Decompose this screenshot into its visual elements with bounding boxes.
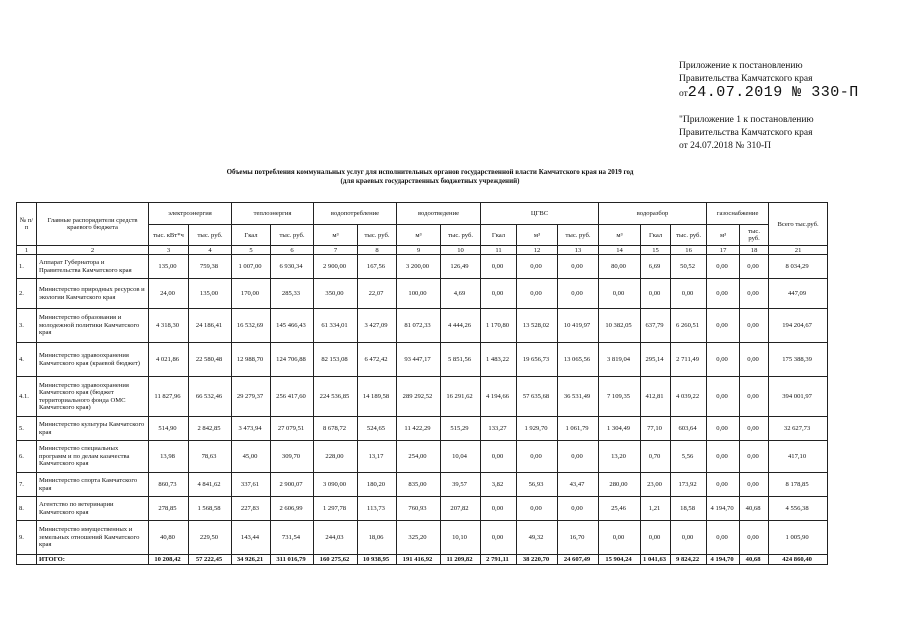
row-value: 16 291,62 [441,377,481,417]
column-number: 6 [271,246,314,255]
row-value: 0,00 [558,255,599,279]
row-value: 29 279,37 [232,377,271,417]
appendix-prev-line-3: от 24.07.2018 № 310-П [679,141,771,151]
row-value: 0,00 [740,309,769,343]
row-value: 1 929,70 [517,417,558,441]
unit-header: м³ [517,225,558,246]
row-value: 2 711,49 [671,343,707,377]
title-line-1: Объемы потребления коммунальных услуг для исполнительных органов государственной власти Камчатского края на 2019 год [226,168,634,176]
row-value: 0,00 [740,473,769,497]
row-value: 207,82 [441,497,481,521]
row-value: 309,70 [271,441,314,473]
row-number: 1. [17,255,37,279]
row-value: 16 532,69 [232,309,271,343]
column-number: 3 [149,246,189,255]
table-row [17,309,828,343]
row-number: 5. [17,417,37,441]
row-agency-name: Министерство здравоохранения Камчатского края (краевой бюджет) [37,343,149,377]
row-value: 1 007,00 [232,255,271,279]
total-value: 24 607,49 [558,555,599,565]
row-value: 100,00 [397,279,441,309]
row-value: 82 153,08 [314,343,358,377]
row-value: 173,92 [671,473,707,497]
row-value: 13 065,56 [558,343,599,377]
row-value: 3 090,00 [314,473,358,497]
row-value: 4 556,38 [769,497,828,521]
table-row [17,417,828,441]
row-value: 227,83 [232,497,271,521]
row-value: 0,00 [641,279,671,309]
row-value: 113,73 [358,497,397,521]
unit-header: Гкал [641,225,671,246]
unit-header: м³ [707,225,740,246]
row-value: 524,65 [358,417,397,441]
row-value: 23,00 [641,473,671,497]
row-value: 5,56 [671,441,707,473]
column-number: 18 [740,246,769,255]
row-value: 0,00 [707,441,740,473]
row-value: 18,58 [671,497,707,521]
date-number-stamp: 24.07.2019 № 330-П [687,84,859,101]
total-value: 57 222,45 [189,555,232,565]
column-number: 9 [397,246,441,255]
row-value: 78,63 [189,441,232,473]
row-value: 45,00 [232,441,271,473]
total-value: 1 041,63 [641,555,671,565]
row-value: 6,69 [641,255,671,279]
row-value: 27 079,51 [271,417,314,441]
row-value: 40,80 [149,521,189,555]
row-value: 4 021,86 [149,343,189,377]
row-value: 0,00 [481,521,517,555]
row-value: 57 635,68 [517,377,558,417]
row-number: 6. [17,441,37,473]
row-value: 4 194,66 [481,377,517,417]
row-value: 0,00 [707,417,740,441]
row-value: 1,21 [641,497,671,521]
row-value: 2 606,99 [271,497,314,521]
row-value: 0,00 [481,279,517,309]
row-value: 278,85 [149,497,189,521]
appendix-stamp-line [679,86,859,101]
row-value: 0,00 [740,255,769,279]
unit-header: тыс. руб. [441,225,481,246]
row-value: 8 678,72 [314,417,358,441]
row-value: 860,73 [149,473,189,497]
table-row [17,279,828,309]
row-value: 4 444,26 [441,309,481,343]
row-value: 135,00 [189,279,232,309]
row-value: 0,00 [641,521,671,555]
row-value: 180,20 [358,473,397,497]
table-row [17,497,828,521]
appendix-line-2: Правительства Камчатского края [679,74,813,84]
row-value: 124 706,88 [271,343,314,377]
row-value: 13,20 [599,441,641,473]
row-value: 1 483,22 [481,343,517,377]
column-number: 11 [481,246,517,255]
header-name: Главные распорядители средств краевого бюджета [37,203,149,246]
row-value: 0,00 [707,309,740,343]
table-row [17,441,828,473]
header-num: № п/п [17,203,37,246]
consumption-table [16,202,828,565]
row-value: 50,52 [671,255,707,279]
row-value: 24 186,41 [189,309,232,343]
table-row [17,343,828,377]
row-value: 14 189,58 [358,377,397,417]
row-value: 2 900,07 [271,473,314,497]
row-value: 0,00 [707,377,740,417]
row-agency-name: Министерство природных ресурсов и экологии Камчатского края [37,279,149,309]
row-value: 224 536,85 [314,377,358,417]
row-value: 350,00 [314,279,358,309]
total-value: 9 824,22 [671,555,707,565]
row-agency-name: Министерство специальных программ и по делам казачества Камчатского края [37,441,149,473]
row-value: 0,00 [707,343,740,377]
row-value: 0,00 [517,441,558,473]
group-heat: теплоэнергия [232,203,314,225]
row-value: 637,79 [641,309,671,343]
row-value: 0,00 [558,441,599,473]
row-value: 337,61 [232,473,271,497]
row-value: 0,00 [517,255,558,279]
unit-header: Гкал [481,225,517,246]
row-value: 11 827,96 [149,377,189,417]
table-row [17,377,828,417]
row-value: 603,64 [671,417,707,441]
row-value: 175 388,39 [769,343,828,377]
row-number: 8. [17,497,37,521]
group-drainage: водоотведение [397,203,481,225]
unit-header: м³ [599,225,641,246]
appendix-prev-line-2: Правительства Камчатского края [679,128,813,138]
row-value: 0,00 [599,279,641,309]
group-water-draw: водоразбор [599,203,707,225]
group-gas: газоснабжение [707,203,769,225]
unit-header: м³ [314,225,358,246]
row-value: 93 447,17 [397,343,441,377]
row-number: 9. [17,521,37,555]
table-row [17,473,828,497]
row-value: 0,00 [707,521,740,555]
row-value: 0,00 [558,497,599,521]
row-value: 1 170,80 [481,309,517,343]
row-value: 1 061,79 [558,417,599,441]
total-value: 34 926,21 [232,555,271,565]
row-value: 289 292,52 [397,377,441,417]
row-value: 4 194,70 [707,497,740,521]
column-number: 15 [641,246,671,255]
row-value: 3 473,94 [232,417,271,441]
row-value: 22,07 [358,279,397,309]
row-value: 280,00 [599,473,641,497]
row-value: 80,00 [599,255,641,279]
row-value: 0,70 [641,441,671,473]
row-value: 394 001,97 [769,377,828,417]
total-value: 160 275,62 [314,555,358,565]
row-value: 170,00 [232,279,271,309]
row-value: 13,98 [149,441,189,473]
total-label: ИТОГО: [37,555,149,565]
row-value: 81 072,33 [397,309,441,343]
row-number: 2. [17,279,37,309]
row-value: 3 200,00 [397,255,441,279]
row-value: 56,93 [517,473,558,497]
total-value: 11 209,82 [441,555,481,565]
unit-header: тыс. руб. [671,225,707,246]
row-value: 0,00 [671,279,707,309]
row-value: 4 841,62 [189,473,232,497]
unit-header: тыс. руб. [558,225,599,246]
row-value: 0,00 [740,343,769,377]
row-value: 3,82 [481,473,517,497]
row-value: 43,47 [558,473,599,497]
total-value: 2 791,11 [481,555,517,565]
row-value: 760,93 [397,497,441,521]
row-value: 4,69 [441,279,481,309]
row-value: 285,33 [271,279,314,309]
row-value: 24,00 [149,279,189,309]
row-value: 0,00 [707,279,740,309]
column-number: 2 [37,246,149,255]
row-value: 1 304,49 [599,417,641,441]
row-value: 0,00 [740,521,769,555]
row-value: 13,17 [358,441,397,473]
row-value: 194 204,67 [769,309,828,343]
row-value: 0,00 [740,377,769,417]
row-agency-name: Министерство здравоохранения Камчатского края (бюджет территориального фонда ОМС Камчатского края) [37,377,149,417]
row-value: 167,56 [358,255,397,279]
row-value: 10 419,97 [558,309,599,343]
total-value: 424 860,40 [769,555,828,565]
column-number: 7 [314,246,358,255]
row-value: 2 842,85 [189,417,232,441]
row-value: 6 260,51 [671,309,707,343]
row-value: 0,00 [707,473,740,497]
row-value: 10,10 [441,521,481,555]
unit-header: тыс. руб. [740,225,769,246]
table-row [17,521,828,555]
column-number: 8 [358,246,397,255]
row-value: 145 466,43 [271,309,314,343]
row-value: 0,00 [740,417,769,441]
row-value: 2 900,00 [314,255,358,279]
row-agency-name: Министерство культуры Камчатского края [37,417,149,441]
row-value: 7 109,35 [599,377,641,417]
row-value: 447,09 [769,279,828,309]
group-hot-water: ЦГВС [481,203,599,225]
unit-header: м³ [397,225,441,246]
total-row [17,555,828,565]
column-number: 21 [769,246,828,255]
row-value: 36 531,49 [558,377,599,417]
document-title [150,168,710,186]
total-value: 15 904,24 [599,555,641,565]
row-value: 0,00 [481,255,517,279]
row-value: 5 851,56 [441,343,481,377]
unit-header: тыс. руб. [189,225,232,246]
appendix-previous-header [679,114,814,153]
row-value: 228,00 [314,441,358,473]
row-agency-name: Министерство образования и молодежной политики Камчатского края [37,309,149,343]
group-water-supply: водопотребление [314,203,397,225]
row-value: 133,27 [481,417,517,441]
row-value: 6 472,42 [358,343,397,377]
row-value: 8 178,85 [769,473,828,497]
row-value: 10 382,05 [599,309,641,343]
appendix-prev-line-1: "Приложение 1 к постановлению [679,115,814,125]
row-value: 325,20 [397,521,441,555]
row-value: 6 930,34 [271,255,314,279]
column-number: 12 [517,246,558,255]
row-value: 18,06 [358,521,397,555]
unit-header: тыс. руб. [358,225,397,246]
row-value: 256 417,60 [271,377,314,417]
row-number: 3. [17,309,37,343]
stamp-prefix: от [679,89,688,99]
row-agency-name: Агентство по ветеринарии Камчатского края [37,497,149,521]
row-value: 126,49 [441,255,481,279]
unit-header: Гкал [232,225,271,246]
row-value: 0,00 [599,521,641,555]
row-value: 0,00 [481,497,517,521]
total-value: 10 208,42 [149,555,189,565]
column-number: 5 [232,246,271,255]
row-agency-name: Аппарат Губернатора и Правительства Камчатского края [37,255,149,279]
column-number: 4 [189,246,232,255]
row-number: 4.1. [17,377,37,417]
total-value: 191 416,92 [397,555,441,565]
appendix-header [679,60,859,101]
column-number: 1 [17,246,37,255]
total-value: 4 194,70 [707,555,740,565]
row-value: 49,32 [517,521,558,555]
row-number: 4. [17,343,37,377]
row-value: 32 627,73 [769,417,828,441]
title-line-2: (для краевых государственных бюджетных учреждений) [340,177,520,185]
row-value: 0,00 [671,521,707,555]
row-value: 254,00 [397,441,441,473]
column-number: 16 [671,246,707,255]
row-value: 19 656,73 [517,343,558,377]
row-value: 11 422,29 [397,417,441,441]
row-value: 514,90 [149,417,189,441]
row-value: 25,46 [599,497,641,521]
column-number: 14 [599,246,641,255]
unit-header: тыс. кВт*ч [149,225,189,246]
row-value: 0,00 [740,279,769,309]
appendix-line-1: Приложение к постановлению [679,61,803,71]
row-value: 0,00 [517,279,558,309]
total-empty-cell [17,555,37,565]
row-value: 16,70 [558,521,599,555]
row-value: 12 988,70 [232,343,271,377]
total-value: 40,68 [740,555,769,565]
row-value: 8 034,29 [769,255,828,279]
row-value: 3 819,04 [599,343,641,377]
row-value: 77,10 [641,417,671,441]
column-number: 17 [707,246,740,255]
row-value: 417,10 [769,441,828,473]
row-value: 731,54 [271,521,314,555]
row-value: 61 334,01 [314,309,358,343]
row-value: 0,00 [517,497,558,521]
row-value: 835,00 [397,473,441,497]
row-value: 295,14 [641,343,671,377]
row-value: 412,81 [641,377,671,417]
header-total: Всего тыс.руб. [769,203,828,246]
row-value: 22 580,48 [189,343,232,377]
row-value: 1 005,90 [769,521,828,555]
row-value: 515,29 [441,417,481,441]
row-agency-name: Министерство спорта Камчатского края [37,473,149,497]
row-value: 1 568,58 [189,497,232,521]
total-value: 311 016,79 [271,555,314,565]
total-value: 38 220,70 [517,555,558,565]
row-value: 10,04 [441,441,481,473]
row-value: 39,57 [441,473,481,497]
row-value: 0,00 [481,441,517,473]
row-value: 4 039,22 [671,377,707,417]
table-row [17,255,828,279]
row-value: 1 297,78 [314,497,358,521]
total-value: 10 938,95 [358,555,397,565]
row-value: 759,38 [189,255,232,279]
row-value: 0,00 [707,255,740,279]
row-value: 13 528,02 [517,309,558,343]
column-number: 10 [441,246,481,255]
row-value: 66 532,46 [189,377,232,417]
row-value: 143,44 [232,521,271,555]
row-number: 7. [17,473,37,497]
row-value: 40,68 [740,497,769,521]
unit-header: тыс. руб. [271,225,314,246]
row-value: 3 427,09 [358,309,397,343]
row-value: 0,00 [740,441,769,473]
row-value: 0,00 [558,279,599,309]
row-value: 244,03 [314,521,358,555]
column-number: 13 [558,246,599,255]
row-value: 229,50 [189,521,232,555]
row-agency-name: Министерство имущественных и земельных отношений Камчатского края [37,521,149,555]
row-value: 135,00 [149,255,189,279]
row-value: 4 318,30 [149,309,189,343]
group-electricity: электроэнергия [149,203,232,225]
